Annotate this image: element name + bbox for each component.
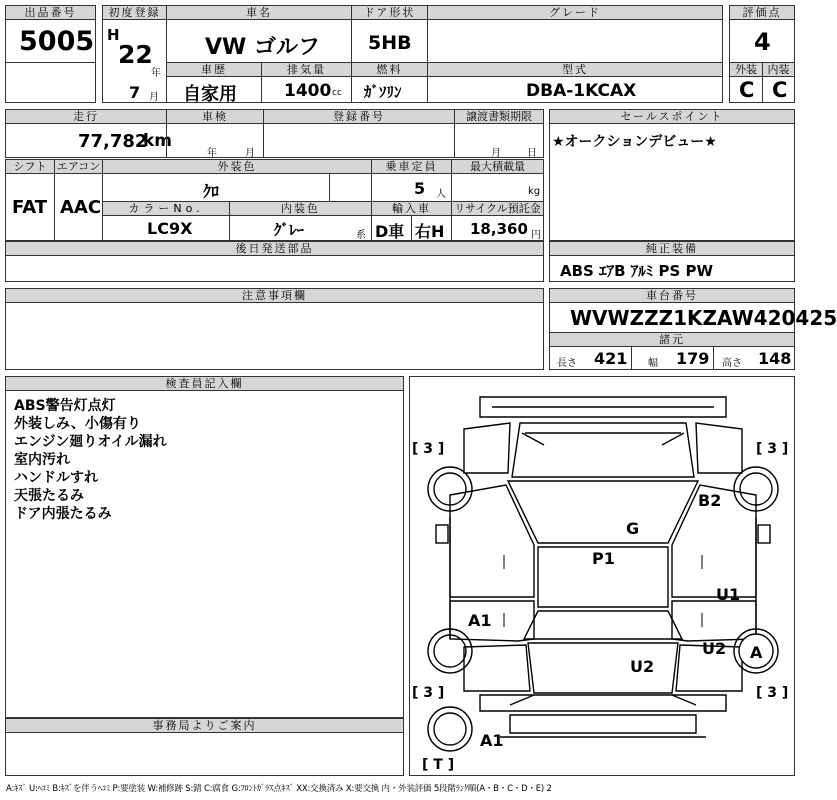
height-label: 高さ: [722, 358, 742, 369]
shift-cell: [5, 173, 55, 241]
inspector-label: 検査員記入欄: [5, 376, 404, 391]
inspector-notes: [14, 397, 167, 523]
seats-value: 5: [414, 179, 426, 198]
damage-mark-u1: U1: [716, 585, 741, 604]
inspection-year-unit: 年: [207, 148, 217, 159]
sales-point-label: セールスポイント: [549, 109, 795, 124]
damage-diagram: [409, 376, 795, 776]
color-no-label: カラーNo.: [102, 201, 230, 216]
chassis-cell: [549, 302, 837, 333]
score-value: 4: [754, 28, 771, 56]
color-no-cell: [102, 215, 230, 241]
displacement-value: 1400: [284, 81, 332, 101]
first-reg-label: 初度登録: [102, 5, 167, 20]
recycle-cell: [451, 215, 544, 241]
length-value: 421: [594, 349, 628, 368]
transfer-day-unit: 日: [527, 148, 537, 159]
chassis-number: WVWZZZ1KZAW420425: [570, 306, 837, 330]
load-label: 最大積載量: [451, 159, 544, 174]
door-label: ドア形状: [351, 5, 428, 20]
inspection-label: 車検: [166, 109, 264, 124]
lot-no-label: 出品番号: [5, 5, 96, 20]
damage-mark-b2: B2: [698, 491, 722, 510]
car-name-cell: [166, 19, 352, 63]
tire-tread-rear-right: [ 3 ]: [756, 685, 789, 701]
int-color-value: ｸﾞﾚｰ: [274, 221, 305, 239]
exterior-cell: [729, 76, 763, 103]
fuel-cell: [351, 76, 428, 103]
interior-cell: [762, 76, 795, 103]
int-color-suffix: 系: [356, 230, 366, 241]
tire-tread-front-left: [ 3 ]: [412, 441, 445, 457]
damage-mark-p1: P1: [592, 549, 615, 568]
first-reg-year: 22: [118, 40, 153, 69]
width-value: 179: [676, 349, 710, 368]
spare-tire-mark: [ T ]: [422, 757, 455, 773]
notes-label: 注意事項欄: [5, 288, 544, 303]
model-cell: [427, 76, 723, 103]
inspector-note-line: エンジン廻りオイル漏れ: [14, 434, 167, 450]
tire-tread-rear-left: [ 3 ]: [412, 685, 445, 701]
score-cell: [729, 19, 795, 63]
displacement-cell: [261, 76, 352, 103]
history-value: 自家用: [183, 84, 237, 105]
exterior-label: 外装: [729, 62, 763, 77]
damage-mark-g: G: [626, 519, 640, 538]
height-cell: [713, 346, 795, 370]
door-cell: [351, 19, 428, 63]
mileage-unit: km: [143, 131, 173, 151]
width-cell: [631, 346, 714, 370]
later-parts-cell: [5, 255, 544, 282]
inspector-note-line: ドア内張たるみ: [14, 506, 112, 522]
notes-cell: [5, 302, 544, 370]
ac-label: エアコン: [54, 159, 103, 174]
import-d-value: D車: [375, 222, 405, 241]
office-label: 事務局よりご案内: [5, 718, 404, 733]
grade-cell: [427, 19, 723, 63]
recycle-label: リサイクル預託金: [451, 201, 544, 216]
reg-no-cell: [263, 123, 455, 158]
office-cell: [5, 718, 404, 776]
ac-value: AAC: [60, 197, 102, 218]
first-reg-cell: [102, 19, 167, 103]
first-reg-month: 7: [129, 83, 141, 102]
import-d-cell: [371, 215, 412, 241]
grade-label: グレード: [427, 5, 723, 20]
first-reg-month-unit: 月: [149, 92, 159, 103]
import-side-cell: [411, 215, 452, 241]
interior-label: 内装: [762, 62, 795, 77]
fuel-value: ｶﾞｿﾘﾝ: [364, 83, 402, 101]
load-unit: kg: [528, 186, 541, 197]
length-label: 長さ: [557, 358, 577, 369]
interior-value: C: [772, 78, 788, 102]
inspector-note-line: 天張たるみ: [14, 488, 84, 504]
inspector-note-line: ハンドルすれ: [14, 470, 98, 486]
shift-label: シフト: [5, 159, 55, 174]
genuine-equip-label: 純正装備: [549, 241, 795, 256]
ac-cell: [54, 173, 103, 241]
first-reg-year-unit: 年: [151, 68, 161, 79]
displacement-label: 排気量: [261, 62, 352, 77]
later-parts-label: 後日発送部品: [5, 241, 544, 256]
inspector-note-line: ABS警告灯点灯: [14, 398, 116, 414]
dims-label: 諸元: [549, 332, 795, 347]
transfer-cell: [454, 123, 544, 158]
color-extra-cell: [329, 173, 372, 202]
history-cell: [166, 76, 262, 103]
tire-tread-front-right: [ 3 ]: [756, 441, 789, 457]
load-cell: [451, 173, 544, 202]
color-no-value: LC9X: [147, 219, 193, 238]
legend-text: A:ｷｽﾞ U:ﾍｺﾐ B:ｷｽﾞを伴うﾍｺﾐ P:要塗装 W:補修跡 S:錆 C:腐食 G:ﾌﾛﾝﾄｶﾞﾗｽ点ｷｽﾞ XX:交換済み X:要交換 内・外装評価 5段階ﾗﾝｸ順(A・B・C・D・E) 2: [6, 784, 552, 794]
history-label: 車歴: [166, 62, 262, 77]
car-name: VW ゴルフ: [205, 35, 320, 60]
color-label: 外装色: [102, 159, 372, 174]
color-cell: [102, 173, 330, 202]
inspector-note-line: 室内汚れ: [14, 452, 70, 468]
color-value: ｸﾛ: [203, 182, 220, 201]
inspection-cell: [166, 123, 264, 158]
transfer-month-unit: 月: [491, 148, 501, 159]
exterior-value: C: [739, 78, 755, 102]
car-outline: [410, 377, 796, 777]
recycle-unit: 円: [531, 230, 541, 241]
transfer-label: 譲渡書類期限: [454, 109, 544, 124]
reg-no-label: 登録番号: [263, 109, 455, 124]
mileage-cell: [5, 123, 173, 158]
damage-mark-a1-bottom: A1: [480, 731, 504, 750]
seats-label: 乗車定員: [371, 159, 452, 174]
model-label: 型式: [427, 62, 723, 77]
lot-no-cell: [5, 19, 96, 63]
car-name-label: 車名: [166, 5, 352, 20]
sales-point-cell: [549, 123, 795, 241]
damage-mark-a: A: [750, 643, 763, 662]
inspector-cell: [5, 376, 404, 718]
sales-point-text: ★オークションデビュー★: [552, 134, 717, 150]
damage-mark-a1-left: A1: [468, 611, 492, 630]
score-label: 評価点: [729, 5, 795, 20]
inspector-note-line: 外装しみ、小傷有り: [14, 416, 141, 432]
genuine-equip-text: ABS ｴｱB ｱﾙﾐ PS PW: [560, 262, 714, 280]
import-side-value: 右H: [415, 222, 445, 241]
model-value: DBA-1KCAX: [526, 81, 637, 101]
shift-value: FAT: [12, 197, 48, 218]
damage-mark-u2-right: U2: [702, 639, 727, 658]
lot-no: 5005: [19, 26, 95, 57]
int-color-cell: [229, 215, 372, 241]
seats-unit: 人: [436, 189, 446, 200]
import-label: 輸入車: [371, 201, 452, 216]
genuine-equip-cell: [549, 255, 795, 282]
damage-mark-u2-center: U2: [630, 657, 655, 676]
recycle-value: 18,360: [470, 220, 528, 238]
fuel-label: 燃料: [351, 62, 428, 77]
lot-no-empty: [5, 62, 96, 103]
door-type: 5HB: [368, 32, 412, 54]
seats-cell: [371, 173, 452, 202]
height-value: 148: [758, 349, 792, 368]
int-color-label: 内装色: [229, 201, 372, 216]
displacement-unit: cc: [332, 88, 342, 98]
chassis-label: 車台番号: [549, 288, 795, 303]
width-label: 幅: [648, 358, 658, 369]
inspection-month-unit: 月: [245, 148, 255, 159]
mileage-value: 77,782: [78, 131, 148, 152]
mileage-label: 走行: [5, 109, 167, 124]
length-cell: [549, 346, 632, 370]
first-reg-era: H: [107, 26, 120, 44]
